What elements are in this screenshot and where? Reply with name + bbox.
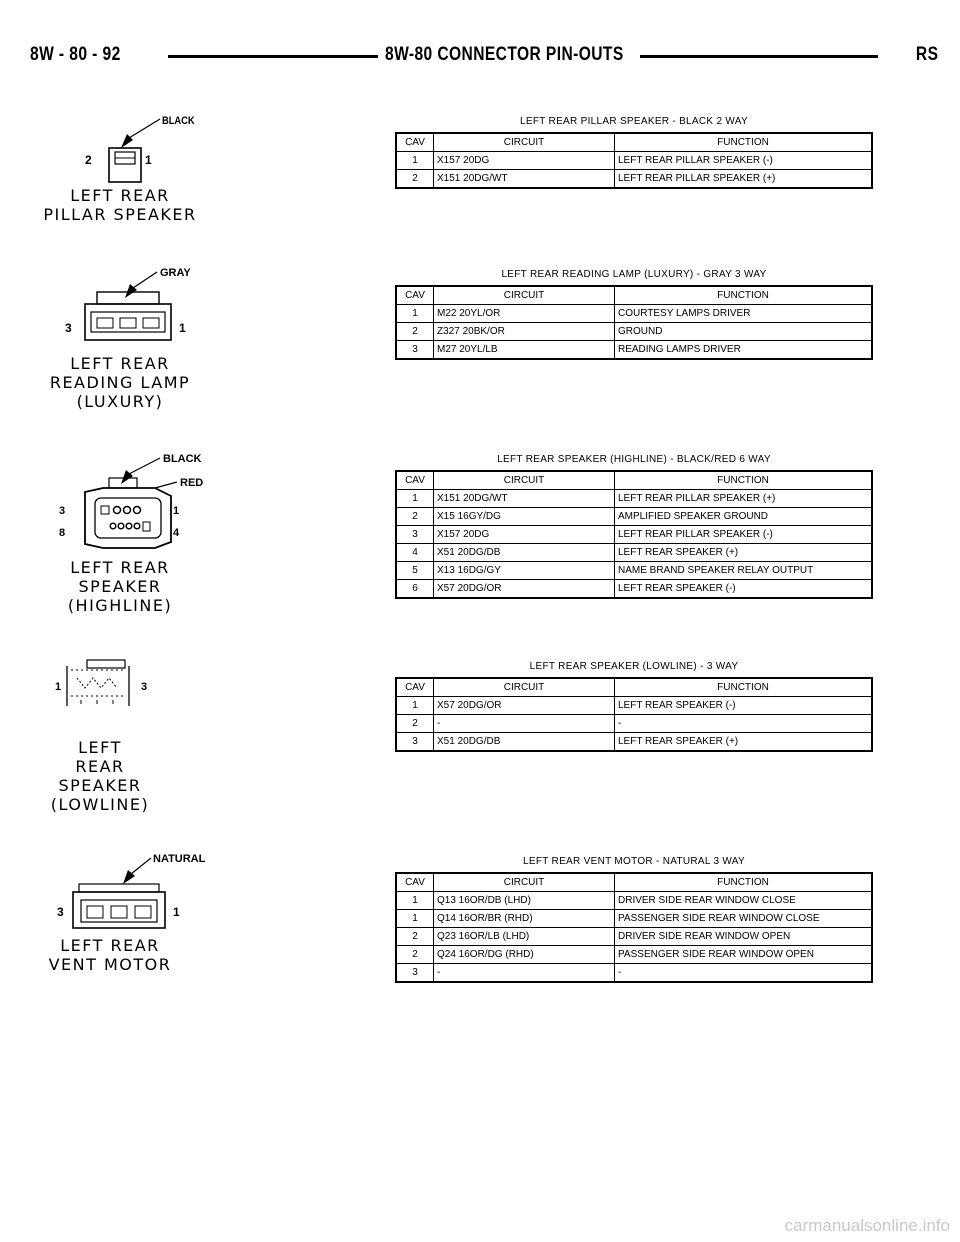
table-row xyxy=(396,946,872,964)
table-header-row xyxy=(396,471,872,490)
color-tag: RED xyxy=(180,477,204,489)
function-cell: DRIVER SIDE REAR WINDOW CLOSE xyxy=(615,892,873,910)
connector-name-label xyxy=(40,558,200,615)
function-cell: NAME BRAND SPEAKER RELAY OUTPUT xyxy=(615,562,873,580)
table-row xyxy=(396,733,872,752)
circuit-cell: X51 20DG/DB xyxy=(434,733,615,752)
table-row xyxy=(396,526,872,544)
table-row xyxy=(396,910,872,928)
pin-label: 3 xyxy=(141,681,148,693)
table-row xyxy=(396,580,872,599)
circuit-cell: X57 20DG/OR xyxy=(434,697,615,715)
connector-diagram xyxy=(45,848,245,938)
function-cell: PASSENGER SIDE REAR WINDOW CLOSE xyxy=(615,910,873,928)
table-row xyxy=(396,170,872,189)
color-tag: NATURAL xyxy=(153,853,206,865)
col-function: FUNCTION xyxy=(615,133,873,152)
pin-label: 3 xyxy=(65,321,72,335)
col-circuit: CIRCUIT xyxy=(434,133,615,152)
connector-name-label xyxy=(30,936,190,974)
col-cav: CAV xyxy=(396,471,434,490)
pin-label: 3 xyxy=(59,505,66,517)
function-cell: LEFT REAR SPEAKER (+) xyxy=(615,544,873,562)
circuit-cell: Z327 20BK/OR xyxy=(434,323,615,341)
label-line: LEFT REAR xyxy=(60,936,160,955)
pinout-table xyxy=(395,677,873,752)
circuit-cell: X15 16GY/DG xyxy=(434,508,615,526)
circuit-cell: M22 20YL/OR xyxy=(434,305,615,323)
table-title: LEFT REAR PILLAR SPEAKER - BLACK 2 WAY xyxy=(520,116,748,127)
lowline-connector-icon xyxy=(45,656,245,716)
table-header-row xyxy=(396,133,872,152)
section-title: 8W-80 CONNECTOR PIN-OUTS xyxy=(385,44,624,65)
label-line: LEFT REAR xyxy=(70,186,170,205)
table-title: LEFT REAR SPEAKER (LOWLINE) - 3 WAY xyxy=(529,661,739,672)
cav-cell: 5 xyxy=(396,562,434,580)
label-line: VENT MOTOR xyxy=(48,955,172,974)
table-row xyxy=(396,305,872,323)
table-row xyxy=(396,964,872,983)
cav-cell: 2 xyxy=(396,323,434,341)
table-header-row xyxy=(396,286,872,305)
label-line: SPEAKER xyxy=(78,577,162,596)
table-header-row xyxy=(396,678,872,697)
function-cell: LEFT REAR SPEAKER (-) xyxy=(615,580,873,599)
table-row xyxy=(396,892,872,910)
function-cell: AMPLIFIED SPEAKER GROUND xyxy=(615,508,873,526)
label-line: LEFT REAR xyxy=(70,558,170,577)
connector-diagram xyxy=(45,448,245,558)
connector-diagram xyxy=(45,108,245,188)
table-row xyxy=(396,152,872,170)
connector-name-label xyxy=(40,354,200,411)
connector-name-label xyxy=(20,738,180,814)
col-circuit: CIRCUIT xyxy=(434,873,615,892)
cav-cell: 3 xyxy=(396,526,434,544)
function-cell: LEFT REAR SPEAKER (-) xyxy=(615,697,873,715)
function-cell: LEFT REAR PILLAR SPEAKER (+) xyxy=(615,490,873,508)
pin-label: 1 xyxy=(179,321,186,335)
circuit-cell: X51 20DG/DB xyxy=(434,544,615,562)
function-cell: - xyxy=(615,715,873,733)
cav-cell: 2 xyxy=(396,170,434,189)
cav-cell: 6 xyxy=(396,580,434,599)
table-title: LEFT REAR READING LAMP (LUXURY) - GRAY 3 WAY xyxy=(501,269,767,280)
cav-cell: 2 xyxy=(396,928,434,946)
circuit-cell: X13 16DG/GY xyxy=(434,562,615,580)
circuit-cell: X157 20DG xyxy=(434,152,615,170)
table-row xyxy=(396,715,872,733)
label-line: (LUXURY) xyxy=(76,392,164,411)
table-row xyxy=(396,928,872,946)
cav-cell: 2 xyxy=(396,508,434,526)
pin-label: 2 xyxy=(85,153,92,167)
function-cell: LEFT REAR SPEAKER (+) xyxy=(615,733,873,752)
col-cav: CAV xyxy=(396,133,434,152)
cav-cell: 1 xyxy=(396,305,434,323)
label-line: (HIGHLINE) xyxy=(67,596,173,615)
circuit-cell: - xyxy=(434,715,615,733)
label-line: PILLAR SPEAKER xyxy=(43,205,197,224)
cav-cell: 1 xyxy=(396,490,434,508)
table-header-row xyxy=(396,873,872,892)
cav-cell: 2 xyxy=(396,946,434,964)
pin-label: 1 xyxy=(145,153,152,167)
label-line: REAR xyxy=(75,757,125,776)
pinout-table xyxy=(395,470,873,599)
col-circuit: CIRCUIT xyxy=(434,471,615,490)
pinout-table xyxy=(395,132,873,189)
cav-cell: 4 xyxy=(396,544,434,562)
circuit-cell: Q23 16OR/LB (LHD) xyxy=(434,928,615,946)
function-cell: PASSENGER SIDE REAR WINDOW OPEN xyxy=(615,946,873,964)
col-function: FUNCTION xyxy=(615,286,873,305)
circuit-cell: Q13 16OR/DB (LHD) xyxy=(434,892,615,910)
pin-label: 1 xyxy=(173,905,180,919)
page-header xyxy=(30,44,938,74)
pin-label: 1 xyxy=(173,505,180,517)
vent-motor-connector-icon xyxy=(45,848,245,938)
col-cav: CAV xyxy=(396,286,434,305)
connector-name-label xyxy=(40,186,200,224)
col-circuit: CIRCUIT xyxy=(434,678,615,697)
header-rule-right xyxy=(640,55,878,58)
function-cell: GROUND xyxy=(615,323,873,341)
table-row xyxy=(396,508,872,526)
table-title: LEFT REAR VENT MOTOR - NATURAL 3 WAY xyxy=(523,856,745,867)
table-row xyxy=(396,490,872,508)
pinout-table xyxy=(395,285,873,360)
function-cell: READING LAMPS DRIVER xyxy=(615,341,873,360)
pinout-table xyxy=(395,872,873,983)
connector-diagram xyxy=(45,656,245,716)
function-cell: - xyxy=(615,964,873,983)
cav-cell: 1 xyxy=(396,892,434,910)
header-rule-left xyxy=(168,55,378,58)
three-way-connector-icon xyxy=(45,262,245,352)
cav-cell: 2 xyxy=(396,715,434,733)
table-row xyxy=(396,562,872,580)
connector-diagram xyxy=(45,262,245,352)
cav-cell: 1 xyxy=(396,152,434,170)
col-function: FUNCTION xyxy=(615,678,873,697)
pin-label: 8 xyxy=(59,527,66,539)
table-row xyxy=(396,697,872,715)
label-line: (LOWLINE) xyxy=(50,795,150,814)
col-function: FUNCTION xyxy=(615,471,873,490)
cav-cell: 3 xyxy=(396,733,434,752)
circuit-cell: X151 20DG/WT xyxy=(434,490,615,508)
function-cell: COURTESY LAMPS DRIVER xyxy=(615,305,873,323)
circuit-cell: - xyxy=(434,964,615,983)
label-line: LEFT REAR xyxy=(70,354,170,373)
table-row xyxy=(396,544,872,562)
table-title: LEFT REAR SPEAKER (HIGHLINE) - BLACK/RED 6 WAY xyxy=(497,454,771,465)
cav-cell: 1 xyxy=(396,910,434,928)
circuit-cell: X151 20DG/WT xyxy=(434,170,615,189)
circuit-cell: Q24 16OR/DG (RHD) xyxy=(434,946,615,964)
two-way-connector-icon xyxy=(45,108,245,188)
cav-cell: 1 xyxy=(396,697,434,715)
model-code: RS xyxy=(915,44,938,65)
watermark: carmanualsonline.info xyxy=(784,1216,950,1235)
function-cell: LEFT REAR PILLAR SPEAKER (+) xyxy=(615,170,873,189)
page-number: 8W - 80 - 92 xyxy=(30,44,121,65)
six-way-connector-icon xyxy=(45,448,245,558)
function-cell: DRIVER SIDE REAR WINDOW OPEN xyxy=(615,928,873,946)
pin-label: 1 xyxy=(55,681,62,693)
color-tag: GRAY xyxy=(160,267,191,279)
cav-cell: 3 xyxy=(396,964,434,983)
pin-label: 3 xyxy=(57,905,64,919)
function-cell: LEFT REAR PILLAR SPEAKER (-) xyxy=(615,526,873,544)
circuit-cell: X157 20DG xyxy=(434,526,615,544)
label-line: SPEAKER xyxy=(58,776,142,795)
col-cav: CAV xyxy=(396,678,434,697)
col-function: FUNCTION xyxy=(615,873,873,892)
col-circuit: CIRCUIT xyxy=(434,286,615,305)
color-tag: BLACK xyxy=(162,115,195,128)
circuit-cell: Q14 16OR/BR (RHD) xyxy=(434,910,615,928)
label-line: READING LAMP xyxy=(49,373,191,392)
circuit-cell: M27 20YL/LB xyxy=(434,341,615,360)
color-tag: BLACK xyxy=(163,453,202,465)
pin-label: 4 xyxy=(173,527,180,539)
table-row xyxy=(396,323,872,341)
circuit-cell: X57 20DG/OR xyxy=(434,580,615,599)
cav-cell: 3 xyxy=(396,341,434,360)
col-cav: CAV xyxy=(396,873,434,892)
label-line: LEFT xyxy=(78,738,122,757)
table-row xyxy=(396,341,872,360)
function-cell: LEFT REAR PILLAR SPEAKER (-) xyxy=(615,152,873,170)
